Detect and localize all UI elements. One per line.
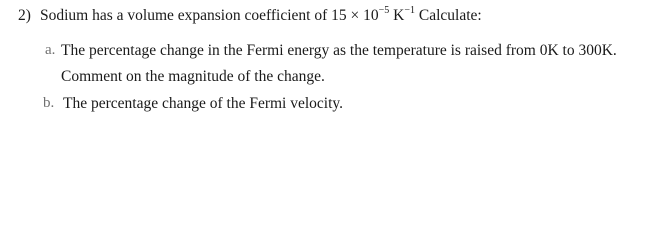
part-a-text: The percentage change in the Fermi energy as the temperature is raised from 0K to 300K. <box>61 42 617 59</box>
part-a-text-continued: Comment on the magnitude of the change. <box>61 68 325 85</box>
part-a-marker: a. <box>45 42 56 58</box>
exponent-minus-5: −5 <box>378 4 390 16</box>
question-instruction: Calculate: <box>414 7 482 24</box>
exponent-minus-1: −1 <box>404 4 415 16</box>
unit-kelvin: K <box>389 7 405 24</box>
part-b-text: The percentage change of the Fermi velocity. <box>63 95 344 112</box>
question-text: Sodium has a volume expansion coefficient of 15 × 10 <box>40 7 379 24</box>
part-b-marker: b. <box>43 95 55 111</box>
question-2 <box>18 4 482 25</box>
question-number: 2) <box>18 7 31 24</box>
